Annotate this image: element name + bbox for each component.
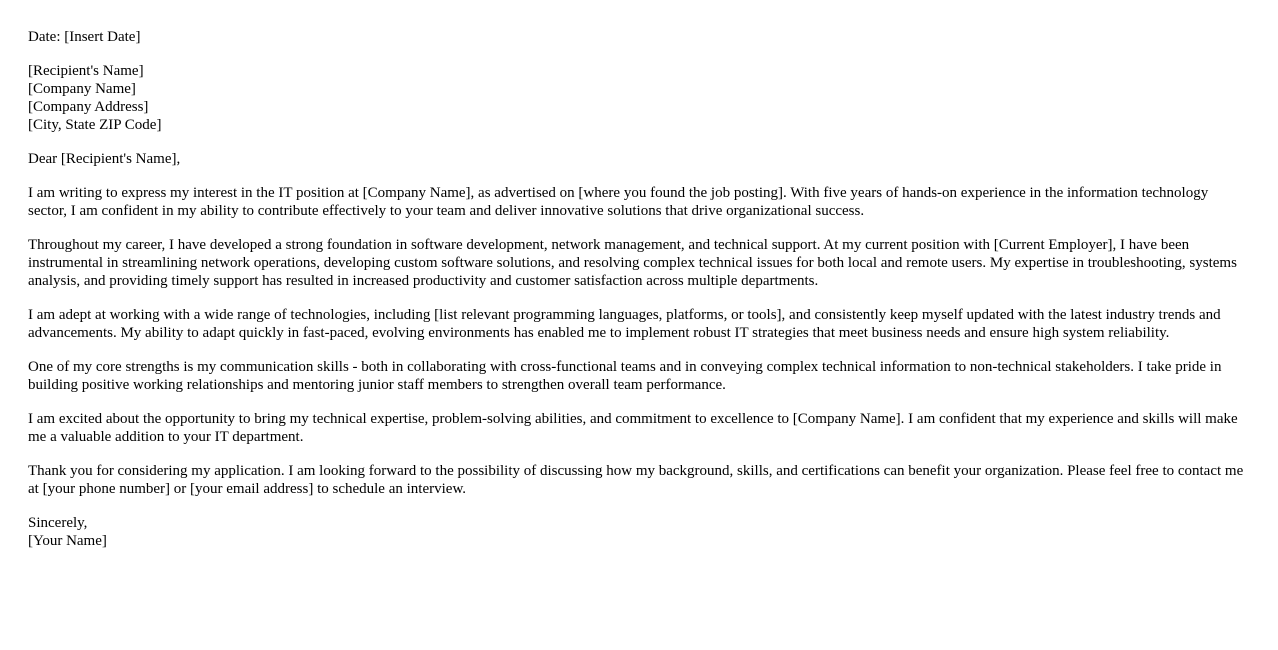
recipient-company: [Company Name] xyxy=(28,81,136,97)
cover-letter xyxy=(28,28,1250,550)
closing: Sincerely, xyxy=(28,515,88,531)
paragraph-career: Throughout my career, I have developed a strong foundation in software development, network management, and technical support. At my current position with [Current Employer], I have been instrumental in streamlining network operations, developing custom software solutions, and resolving complex technical issues for both local and remote users. My expertise in troubleshooting, systems analysis, and providing timely support has resulted in increased productivity and customer satisfaction across multiple departments. xyxy=(28,237,1237,289)
paragraph-opportunity: I am excited about the opportunity to bring my technical expertise, problem-solving abilities, and commitment to excellence to [Company Name]. I am confident that my experience and skills will make me a valuable addition to your IT department. xyxy=(28,411,1238,445)
recipient-name: [Recipient's Name] xyxy=(28,63,144,79)
paragraph-intro: I am writing to express my interest in the IT position at [Company Name], as advertised on [where you found the job posting]. With five years of hands-on experience in the information technology sector, I am confident in my ability to contribute effectively to your team and deliver innovative solutions that drive organizational success. xyxy=(28,185,1209,219)
signature: [Your Name] xyxy=(28,533,107,549)
recipient-address: [Company Address] xyxy=(28,99,149,115)
closing-block xyxy=(28,514,1250,550)
paragraph-thanks: Thank you for considering my application. I am looking forward to the possibility of discussing how my background, skills, and certifications can benefit your organization. Please feel free to contact me at [your phone number] or [your email address] to schedule an interview. xyxy=(28,463,1244,497)
salutation: Dear [Recipient's Name], xyxy=(28,151,181,167)
paragraph-technologies: I am adept at working with a wide range of technologies, including [list relevant programming languages, platforms, or tools], and consistently keep myself updated with the latest industry trends and advancements. My ability to adapt quickly in fast-paced, evolving environments has enabled me to implement robust IT strategies that meet business needs and ensure high system reliability. xyxy=(28,307,1221,341)
paragraph-strengths: One of my core strengths is my communication skills - both in collaborating with cross-functional teams and in conveying complex technical information to non-technical stakeholders. I take pride in building positive working relationships and mentoring junior staff members to strengthen overall team performance. xyxy=(28,359,1222,393)
date-line: Date: [Insert Date] xyxy=(28,29,141,45)
recipient-city-state-zip: [City, State ZIP Code] xyxy=(28,117,162,133)
recipient-block xyxy=(28,62,1250,134)
